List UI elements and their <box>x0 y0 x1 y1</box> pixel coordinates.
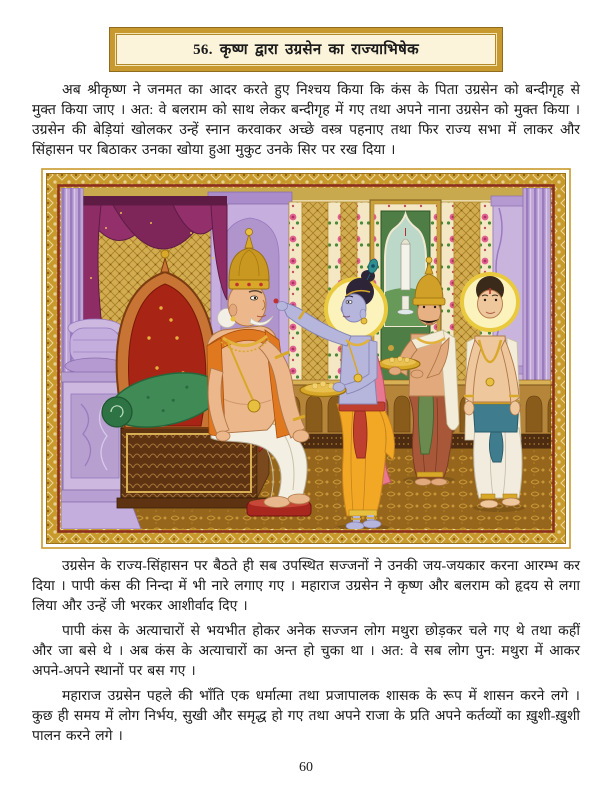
paragraph-1: अब श्रीकृष्ण ने जनमत का आदर करते हुए निश्चय किया कि कंस के पिता उग्रसेन को बन्दीगृह से मुक्त किया जाए । अत: वे बलराम को साथ लेकर बन्दीगृह में गए तथा अपने नाना उग्रसेन को मुक्त किया । उग्रसेन की बेड़ियां खोलकर उन्हें स्नान करवाकर अच्छे वस्त्र पहनाए तथा फिर राज्य सभा में लाकर और सिंहासन पर बिठाकर उनका खोया हुआ मुकुट उनके सिर पर रख दिया । <box>32 83 580 158</box>
chapter-title-box <box>110 28 502 71</box>
paragraph-2: उग्रसेन के राज्य-सिंहासन पर बैठते ही सब उपस्थित सज्जनों ने उनकी जय-जयकार करना आरम्भ कर दिया । पापी कंस की निन्दा में भी नारे लगाए गए । महाराज उग्रसेन ने कृष्ण और बलराम को हृदय से लगा लिया और उन्हें जी भरकर आशीर्वाद दिए । <box>32 559 580 614</box>
paragraph-4: महाराज उग्रसेन पहले की भाँति एक धर्मात्मा तथा प्रजापालक शासक के रूप में शासन करने लगे । कुछ ही समय में लोग निर्भय, सुखी और समृद्ध हो गए तथा अपने राजा के प्रति अपने कर्तव्यों का ख़ुशी-ख़ुशी पालन करने लगे । <box>32 689 580 744</box>
page-number: 60 <box>299 760 313 775</box>
chapter-title: 56. कृष्ण द्वारा उग्रसेन का राज्याभिषेक <box>193 42 419 58</box>
palace-scene-svg <box>41 168 571 549</box>
illustration-frame <box>41 168 571 549</box>
paragraph-3: पापी कंस के अत्याचारों से भयभीत होकर अनेक सज्जन लोग मथुरा छोड़कर चले गए थे तथा कहीं और जा बसे थे । अब कंस के अत्याचारों का अन्त हो चुका था । अत: वे सब लोग पुन: मथुरा में आकर अपने-अपने स्थानों पर बस गए । <box>32 624 580 679</box>
